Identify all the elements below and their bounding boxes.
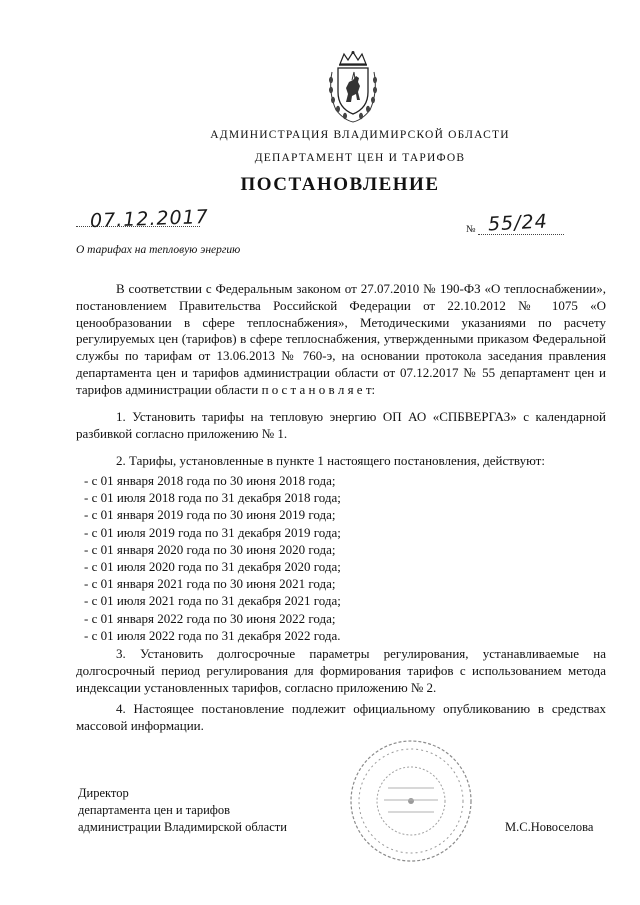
- list-item: - с 01 января 2018 года по 30 июня 2018 года;: [84, 473, 336, 488]
- department-name: ДЕПАРТАМЕНТ ЦЕН И ТАРИФОВ: [254, 152, 466, 164]
- list-item: - с 01 января 2022 года по 30 июня 2022 года;: [84, 610, 336, 626]
- signer-department: департамента цен и тарифов: [78, 803, 231, 817]
- document-subject: О тарифах на тепловую энергию: [76, 244, 241, 256]
- signer-title: Директор: [78, 786, 129, 800]
- number-sign: №: [466, 224, 476, 235]
- list-item: - с 01 июля 2018 года по 31 декабря 2018 года;: [84, 490, 341, 506]
- validity-periods-list: [84, 472, 341, 644]
- signer-name: М.С.Новоселова: [505, 820, 594, 834]
- list-item: - с 01 июля 2020 года по 31 декабря 2020 года;: [84, 559, 341, 575]
- list-item: - с 01 января 2019 года по 30 июня 2019 года;: [84, 507, 336, 523]
- item-1-paragraph: 1. Установить тарифы на тепловую энергию ОП АО «СПБВЕРГАЗ» с календарной разбивкой согласно приложению № 1.: [76, 409, 606, 441]
- list-item: - с 01 июля 2019 года по 31 декабря 2019 года;: [84, 524, 341, 540]
- signer-administration: администрации Владимирской области: [78, 820, 287, 834]
- document-date: 07.12.2017: [89, 205, 210, 233]
- item-4-paragraph: 4. Настоящее постановление подлежит официальному опубликованию в средствах массовой информации.: [76, 701, 606, 733]
- item-3-paragraph: 3. Установить долгосрочные параметры регулирования, устанавливаемые на долгосрочный период регулирования для формирования тарифов с использованием метода индексации установленных тарифов, согласно приложению № 2.: [76, 646, 606, 695]
- coat-of-arms-icon: [326, 50, 380, 124]
- list-item: - с 01 января 2021 года по 30 июня 2021 года;: [84, 576, 336, 592]
- list-item: - с 01 января 2020 года по 30 июня 2020 года;: [84, 541, 336, 557]
- document-number: 55/24: [487, 210, 549, 236]
- list-item: - с 01 июля 2021 года по 31 декабря 2021 года;: [84, 593, 341, 609]
- list-item: - с 01 июля 2022 года по 31 декабря 2022 года.: [84, 627, 341, 643]
- organization-name: АДМИНИСТРАЦИЯ ВЛАДИМИРСКОЙ ОБЛАСТИ: [210, 129, 510, 141]
- item-2-paragraph: 2. Тарифы, установленные в пункте 1 настоящего постановления, действуют:: [116, 453, 545, 468]
- document-title: ПОСТАНОВЛЕНИЕ: [240, 174, 440, 195]
- preamble-paragraph: В соответствии с Федеральным законом от 27.07.2010 № 190-ФЗ «О теплоснабжении», постановлением Правительства Российской Федерации от 22.10.2012 № 1075 «О ценообразовании в сфере теплоснабжения», Методическими указаниями по расчету регулируемых цен (тарифов) в сфере теплоснабжения, утвержденными приказом Федеральной службы по тарифам от 13.06.2013 № 760-э, на основании протокола заседания правления департамента цен и тарифов администрации области от 07.12.2017 № 55 департамент цен и тарифов администрации области п о с т а н о в л я е т:: [76, 281, 606, 397]
- official-seal-icon: [348, 738, 474, 864]
